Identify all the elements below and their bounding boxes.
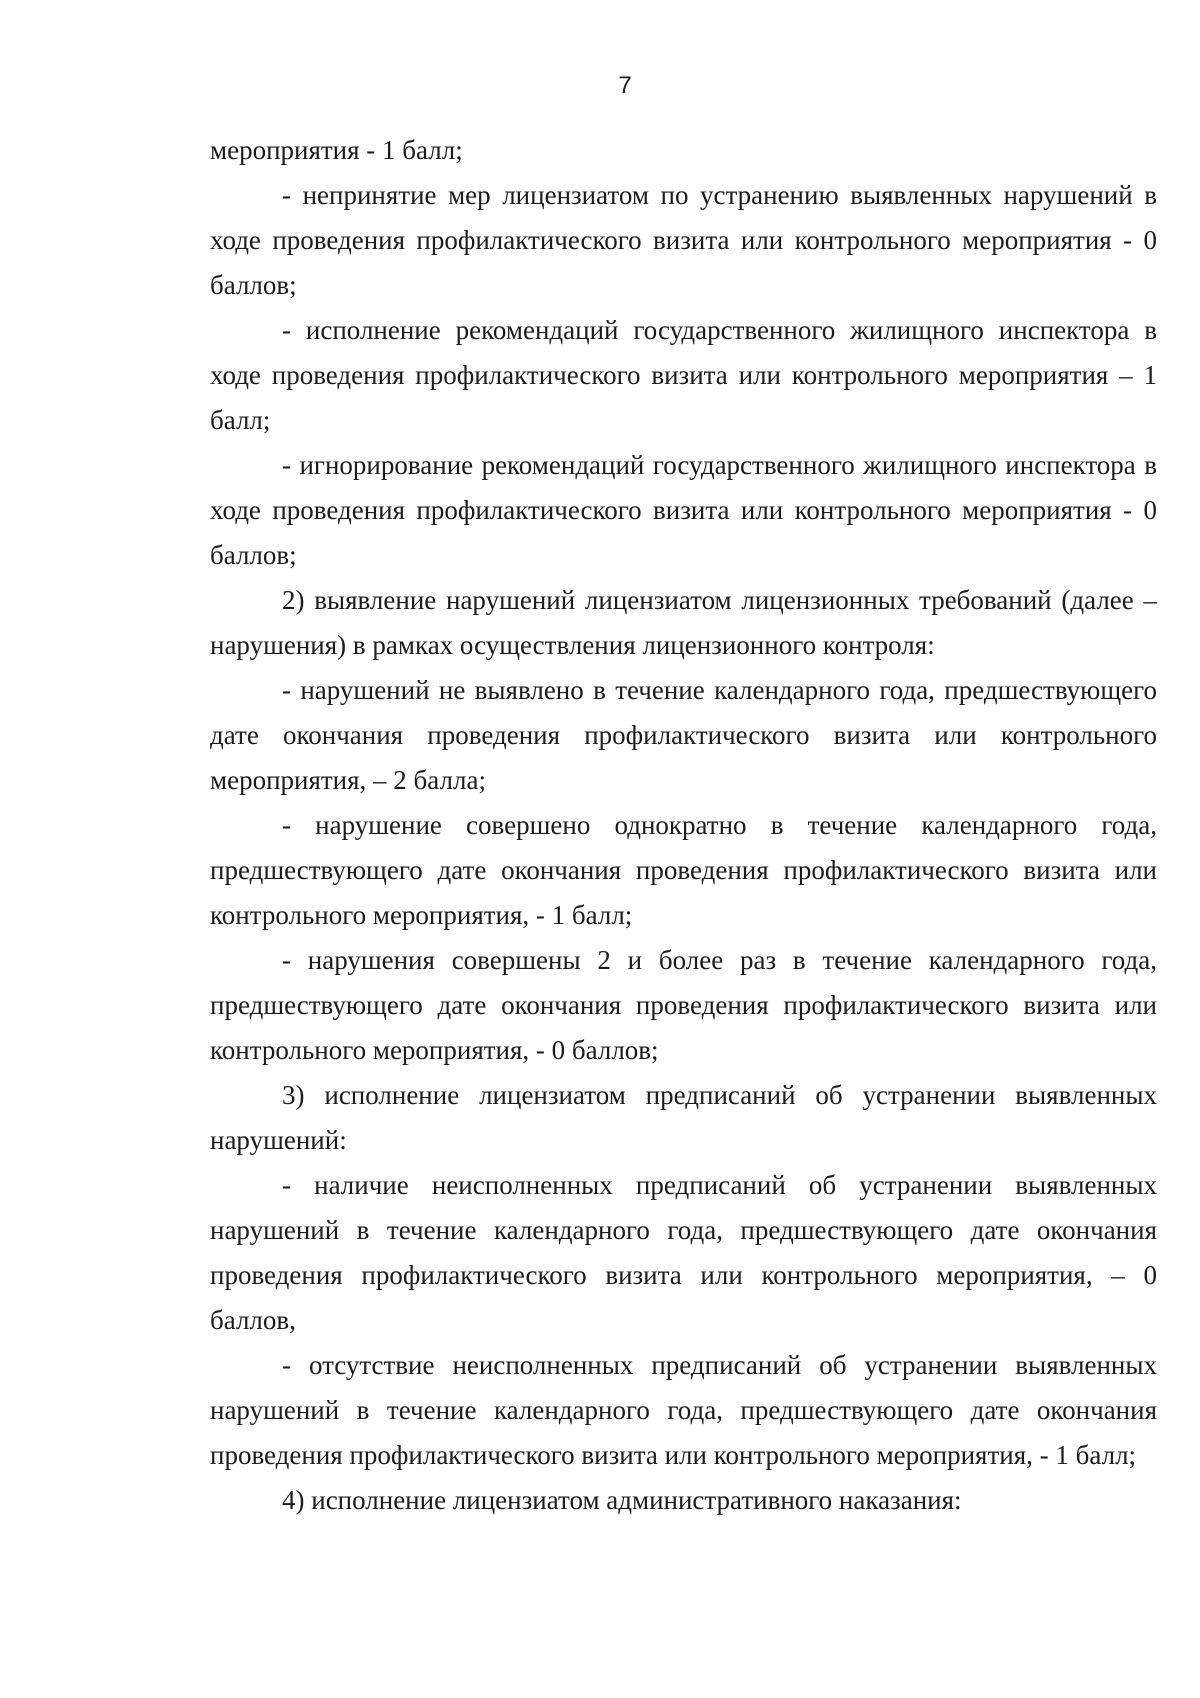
paragraph-violation-once: - нарушение совершено однократно в течение календарного года, предшествующего дате окончания проведения профилактического визита или контрольного мероприятия, - 1 балл;: [210, 810, 1157, 930]
paragraph-unfulfilled-orders: - наличие неисполненных предписаний об устранении выявленных нарушений в течение календарного года, предшествующего дате окончания проведения профилактического визита или контрольного мероприятия, – 0 баллов,: [210, 1170, 1157, 1335]
page-number: 7: [618, 72, 632, 99]
paragraph-recommendations-ignored: - игнорирование рекомендаций государственного жилищного инспектора в ходе проведения профилактического визита или контрольного мероприятия - 0 баллов;: [210, 450, 1157, 570]
paragraph-no-measures: - непринятие мер лицензиатом по устранению выявленных нарушений в ходе проведения профилактического визита или контрольного мероприятия - 0 баллов;: [210, 180, 1157, 300]
paragraph-item-3-heading: 3) исполнение лицензиатом предписаний об устранении выявленных нарушений:: [210, 1080, 1157, 1155]
paragraph-item-2-heading: 2) выявление нарушений лицензиатом лицензионных требований (далее – нарушения) в рамках осуществления лицензионного контроля:: [210, 585, 1157, 660]
paragraph-item-4-heading: 4) исполнение лицензиатом административного наказания:: [282, 1485, 962, 1515]
paragraph-no-violations: - нарушений не выявлено в течение календарного года, предшествующего дате окончания проведения профилактического визита или контрольного мероприятия, – 2 балла;: [210, 675, 1157, 795]
paragraph-no-unfulfilled-orders: - отсутствие неисполненных предписаний об устранении выявленных нарушений в течение календарного года, предшествующего дате окончания проведения профилактического визита или контрольного мероприятия, - 1 балл;: [210, 1350, 1157, 1470]
document-body: [210, 128, 1157, 1523]
paragraph-violations-multiple: - нарушения совершены 2 и более раз в течение календарного года, предшествующего дате окончания проведения профилактического визита или контрольного мероприятия, - 0 баллов;: [210, 945, 1157, 1065]
paragraph-recommendations-fulfilled: - исполнение рекомендаций государственного жилищного инспектора в ходе проведения профилактического визита или контрольного мероприятия – 1 балл;: [210, 315, 1157, 435]
paragraph-continuation: мероприятия - 1 балл;: [210, 135, 463, 165]
